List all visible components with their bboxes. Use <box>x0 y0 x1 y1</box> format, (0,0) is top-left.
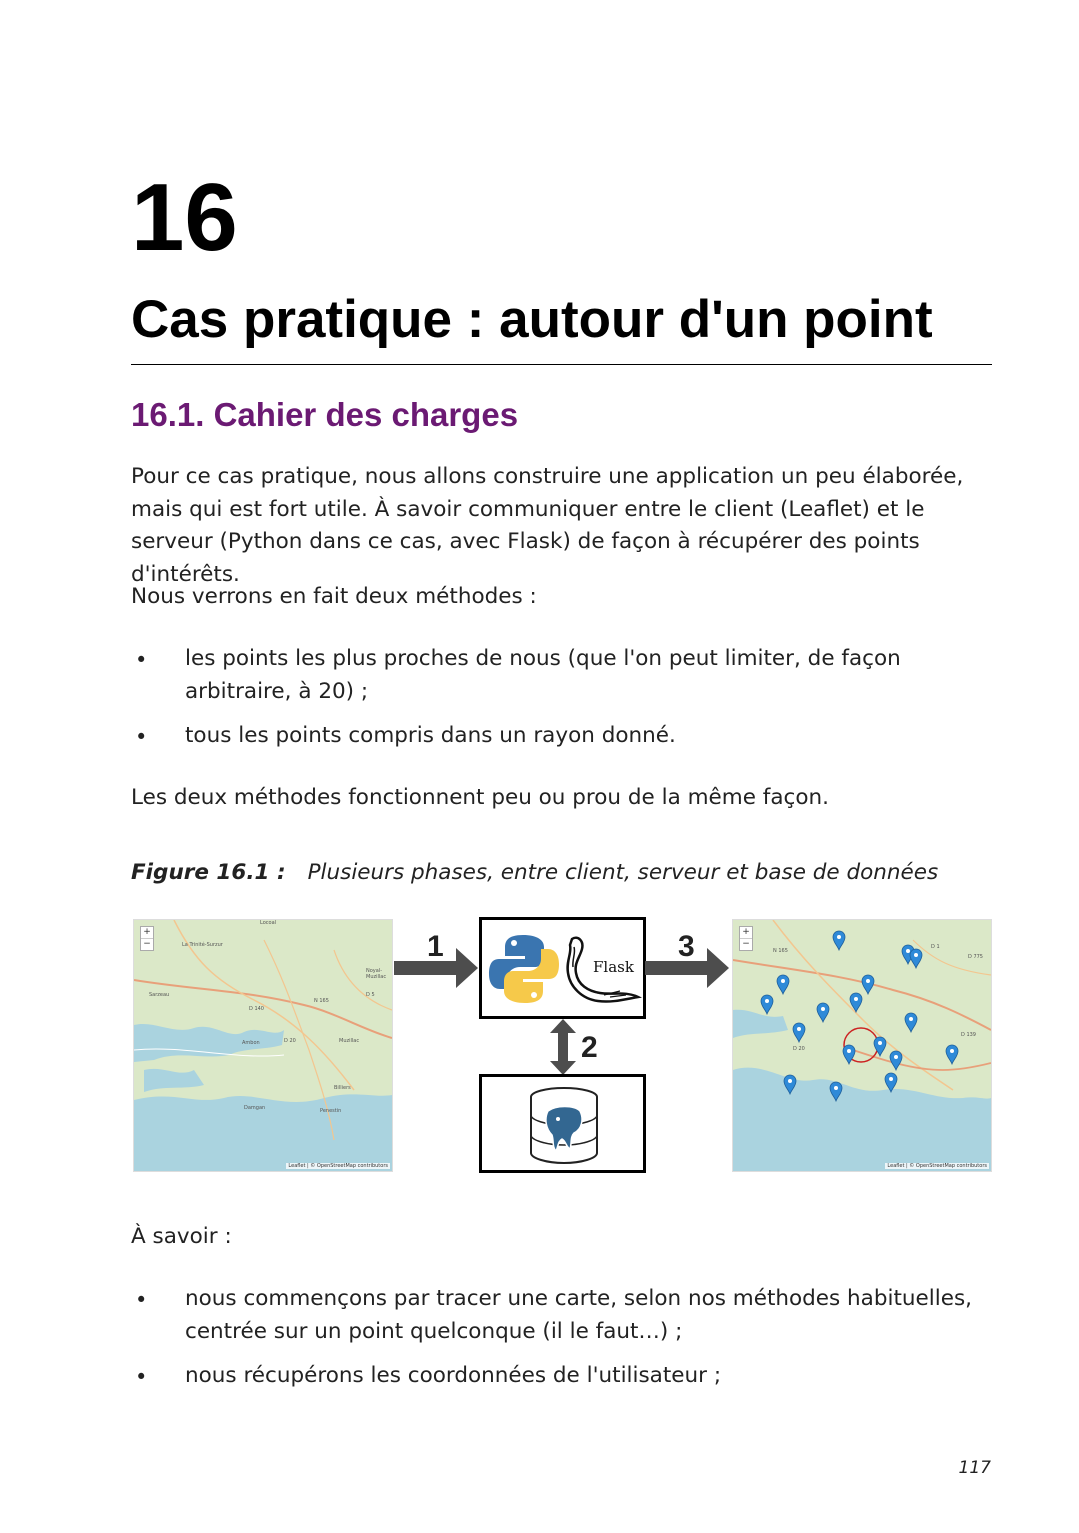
place-label: Ambon <box>242 1040 260 1046</box>
chapter-title: Cas pratique : autour d'un point <box>131 290 933 349</box>
bullet: • <box>135 725 148 749</box>
database-box <box>479 1074 646 1173</box>
methods-outro: Les deux méthodes fonctionnent peu ou prou de la même façon. <box>131 785 829 810</box>
place-label: D 20 <box>284 1038 296 1044</box>
place-label: N 165 <box>314 998 329 1004</box>
map-marker-dot <box>909 1017 913 1021</box>
map-marker-icon[interactable] <box>830 1082 842 1101</box>
place-label: D 20 <box>793 1046 805 1052</box>
figure-caption <box>131 858 938 888</box>
place-label: Billiers <box>334 1085 351 1091</box>
bullet: • <box>135 648 148 672</box>
postgresql-database-icon <box>528 1085 600 1165</box>
zoom-control <box>140 926 154 951</box>
list-item: nous commençons par tracer une carte, selon nos méthodes habituelles, centrée sur un point quelconque (il le faut…) ; <box>185 1286 972 1344</box>
map-marker-dot <box>889 1077 893 1081</box>
place-label: D 1 <box>931 944 940 950</box>
place-label: Locoal <box>260 920 277 926</box>
arrow-1-label: 1 <box>427 930 444 963</box>
zoom-out-button[interactable]: − <box>143 939 151 949</box>
map-marker-dot <box>847 1049 851 1053</box>
map-marker-dot <box>914 953 918 957</box>
map-marker-icon[interactable] <box>784 1075 796 1094</box>
map-marker-dot <box>788 1079 792 1083</box>
list-item: nous récupérons les coordonnées de l'utilisateur ; <box>185 1363 722 1388</box>
map-marker-dot <box>894 1055 898 1059</box>
arrow-2-label: 2 <box>581 1031 598 1064</box>
zoom-in-button[interactable]: + <box>141 927 153 939</box>
place-label: D 775 <box>968 954 983 960</box>
map-marker-icon[interactable] <box>850 993 862 1012</box>
chapter-number: 16 <box>131 164 238 271</box>
map-marker-dot <box>950 1049 954 1053</box>
map-marker-icon[interactable] <box>833 931 845 950</box>
place-label: N 165 <box>773 948 788 954</box>
map-marker-icon[interactable] <box>946 1045 958 1064</box>
map-marker-icon[interactable] <box>793 1023 805 1042</box>
list-item: tous les points compris dans un rayon donné. <box>185 723 676 748</box>
bullet: • <box>135 1288 148 1312</box>
list-item: les points les plus proches de nous (que l'on peut limiter, de façon arbitraire, à 20) ; <box>185 646 901 704</box>
map-marker-dot <box>878 1041 882 1045</box>
place-label: Noyal-Muzillac <box>366 968 387 980</box>
server-box <box>479 917 646 1019</box>
page-number: 117 <box>958 1458 991 1478</box>
zoom-out-button[interactable]: − <box>742 939 750 949</box>
map-marker-icon[interactable] <box>890 1051 902 1070</box>
zoom-control <box>739 926 753 951</box>
map-marker-icon[interactable] <box>910 949 922 968</box>
map-marker-dot <box>906 949 910 953</box>
map-marker-dot <box>765 999 769 1003</box>
methods-intro: Nous verrons en fait deux méthodes : <box>131 584 537 609</box>
map-attribution: Leaflet | © OpenStreetMap contributors <box>288 1163 388 1169</box>
map-marker-dot <box>781 979 785 983</box>
place-label: Penestin <box>320 1108 342 1114</box>
map-markers <box>733 920 991 1171</box>
place-label: Damgan <box>244 1105 266 1111</box>
map-marker-icon[interactable] <box>862 975 874 994</box>
map-marker-dot <box>834 1086 838 1090</box>
figure-label: Figure 16.1 : <box>131 860 286 885</box>
know-intro: À savoir : <box>131 1224 232 1249</box>
map-marker-icon[interactable] <box>905 1013 917 1032</box>
map-right <box>732 919 992 1172</box>
title-rule <box>131 364 992 365</box>
bullet: • <box>135 1365 148 1389</box>
arrow-2 <box>549 1019 577 1075</box>
map-marker-icon[interactable] <box>885 1073 897 1092</box>
place-label: Sarzeau <box>149 992 170 998</box>
place-label: La Trinité-Surzur <box>182 942 223 948</box>
arrow-3-label: 3 <box>678 930 695 963</box>
intro-paragraph: Pour ce cas pratique, nous allons construire une application un peu élaborée, mais qui est fort utile. À savoir communiquer entre le client (Leaflet) et le serveur (Python dans ce cas, avec Flask) de façon à récupérer des points d'intérêts. <box>131 464 964 587</box>
map-left-graphic <box>134 920 392 1171</box>
map-left <box>133 919 393 1172</box>
map-marker-icon[interactable] <box>843 1045 855 1064</box>
map-marker-icon[interactable] <box>777 975 789 994</box>
place-label: D 139 <box>961 1032 976 1038</box>
map-marker-dot <box>797 1027 801 1031</box>
place-label: D 5 <box>366 992 375 998</box>
map-marker-icon[interactable] <box>817 1003 829 1022</box>
map-attribution: Leaflet | © OpenStreetMap contributors <box>887 1163 987 1169</box>
python-icon <box>487 932 561 1006</box>
flask-label: Flask <box>593 958 634 976</box>
map-marker-dot <box>866 979 870 983</box>
place-label: Muzillac <box>339 1038 360 1044</box>
figure-caption-text: Plusieurs phases, entre client, serveur et base de données <box>307 860 939 885</box>
map-marker-icon[interactable] <box>761 995 773 1014</box>
section-title: 16.1. Cahier des charges <box>131 396 519 433</box>
map-marker-dot <box>821 1007 825 1011</box>
map-marker-dot <box>837 935 841 939</box>
place-label: D 140 <box>249 1006 264 1012</box>
zoom-in-button[interactable]: + <box>740 927 752 939</box>
map-marker-dot <box>854 997 858 1001</box>
